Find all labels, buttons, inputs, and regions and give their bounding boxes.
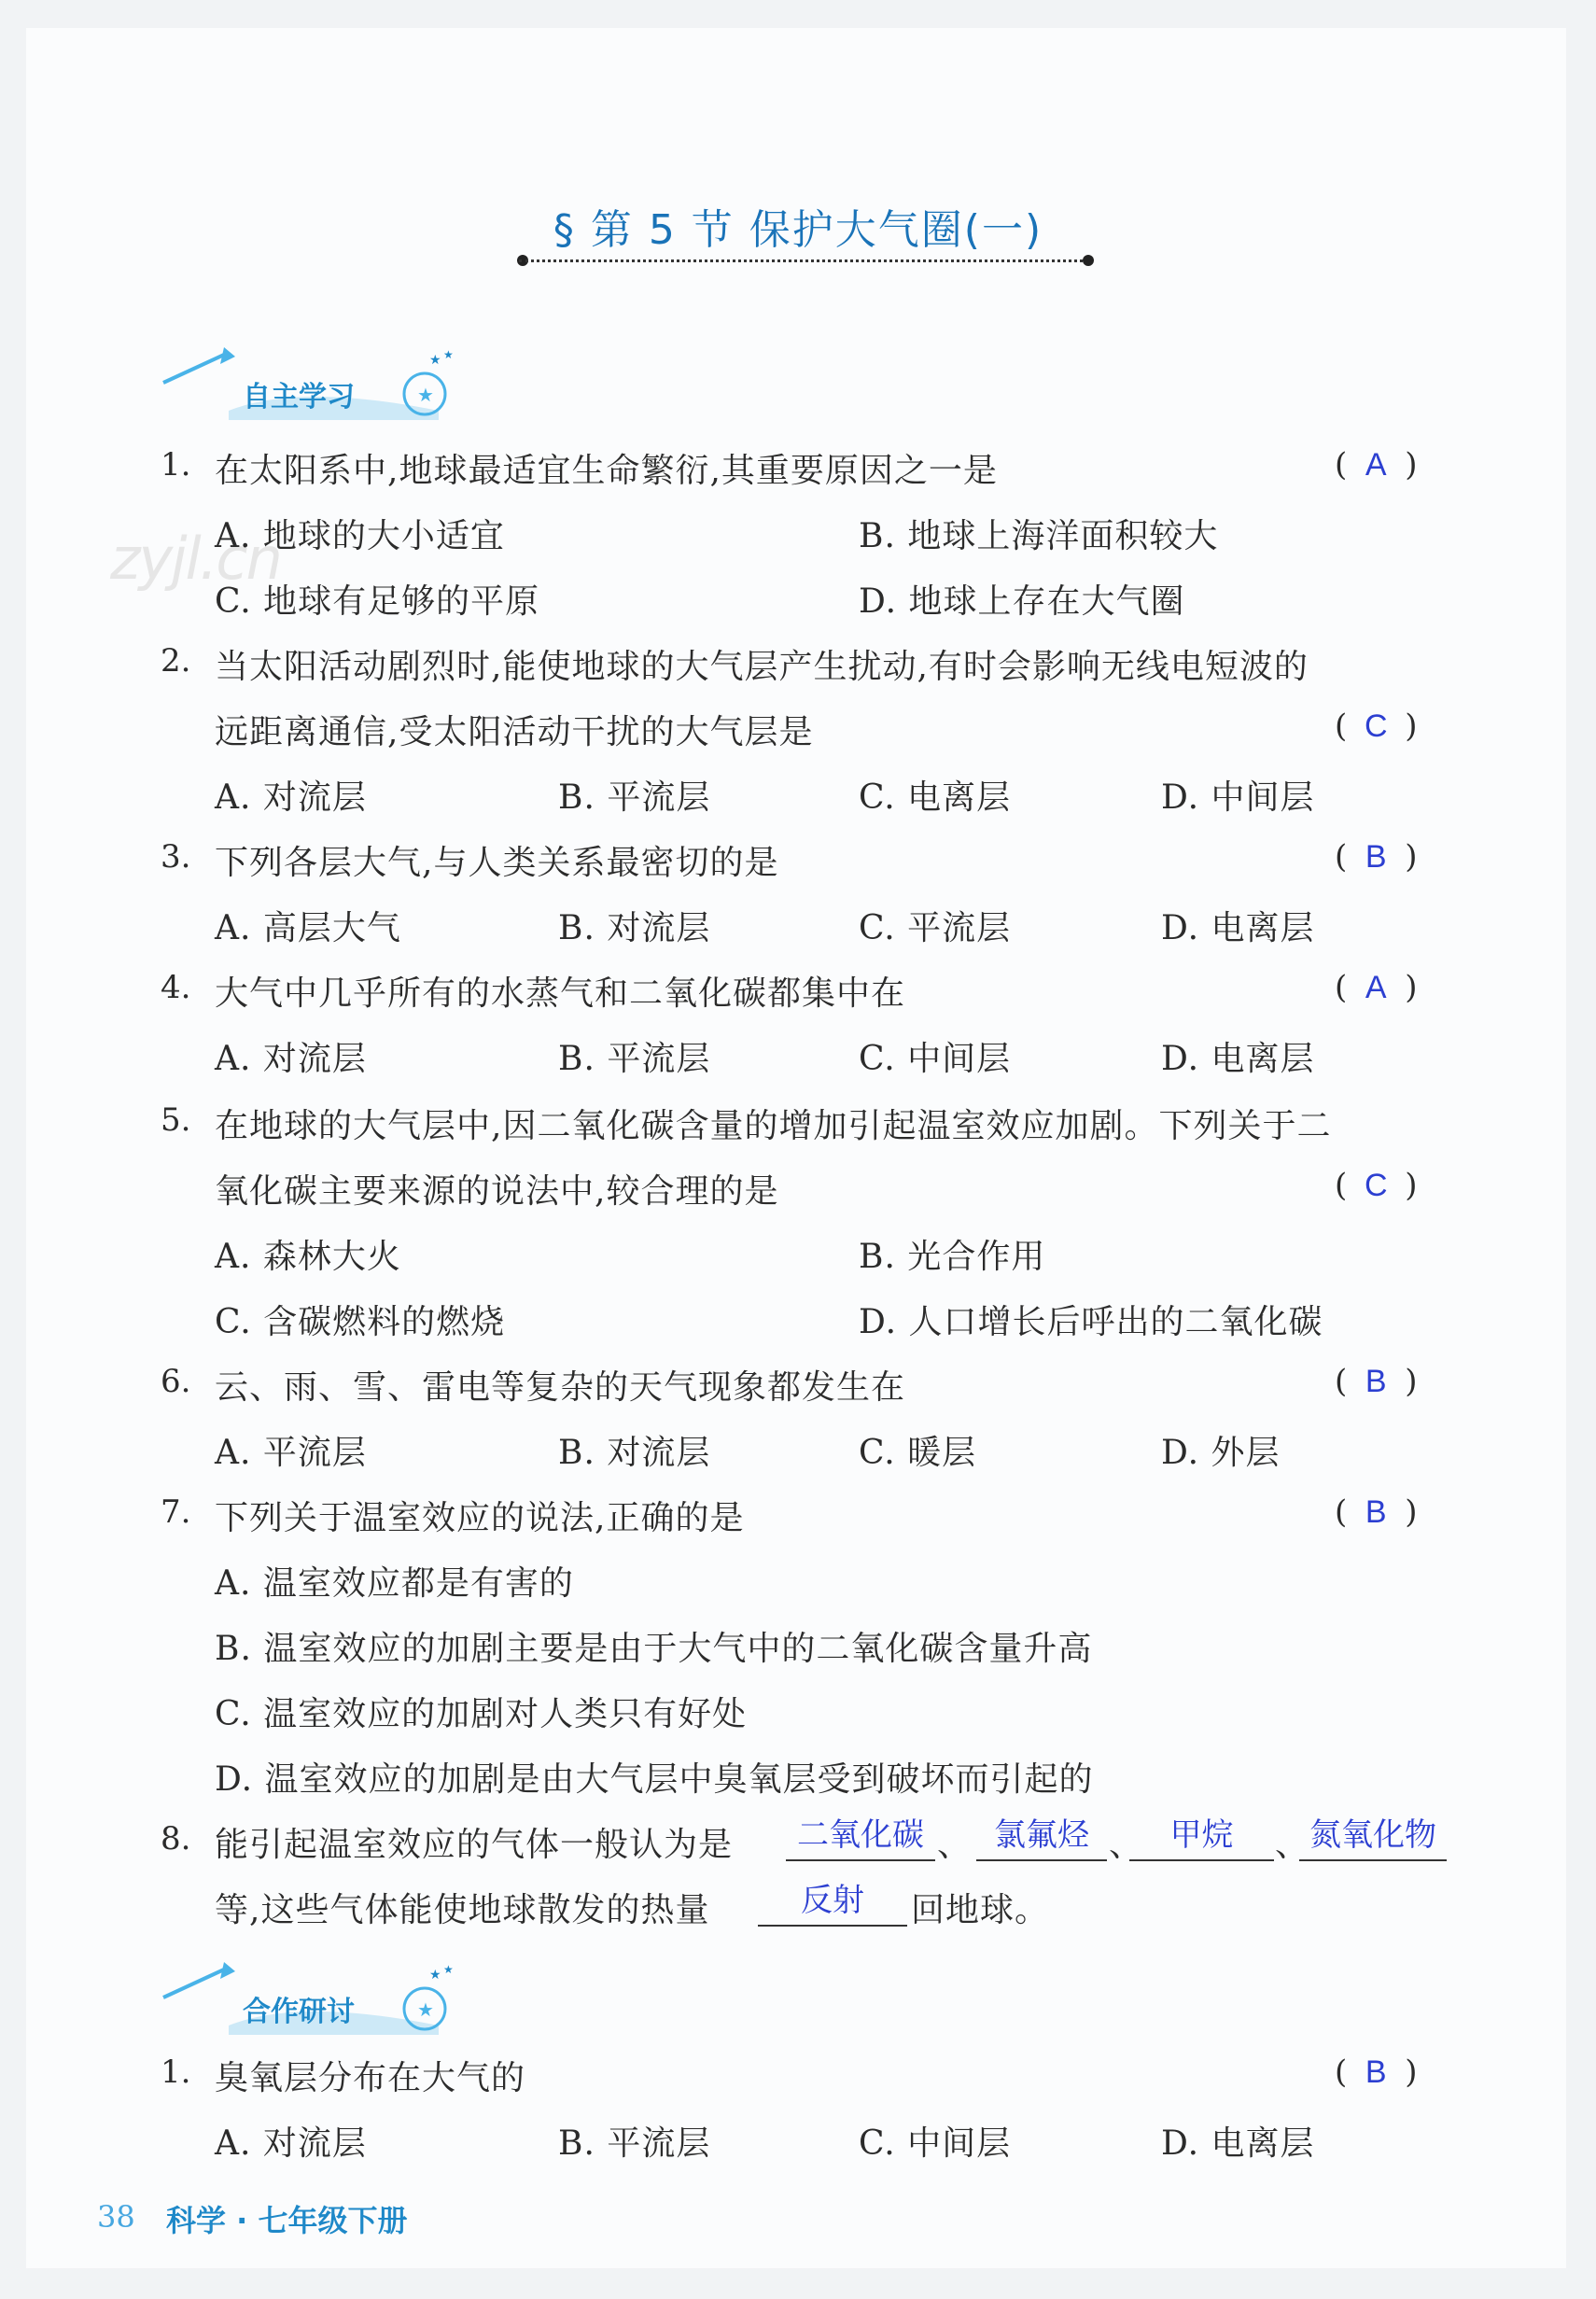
q3-option-b: B. 对流层 bbox=[558, 909, 711, 947]
q2-option-c: C. 电离层 bbox=[859, 778, 1012, 817]
title-rule bbox=[519, 259, 1088, 262]
q5-num: 5. bbox=[161, 1101, 191, 1139]
q7-num: 7. bbox=[161, 1493, 191, 1531]
q7-option-d: D. 温室效应的加剧是由大气层中臭氧层受到破坏而引起的 bbox=[215, 1760, 1094, 1799]
svg-text:★: ★ bbox=[443, 1963, 454, 1976]
q6-stem: 云、雨、雪、雷电等复杂的天气现象都发生在 bbox=[215, 1368, 906, 1407]
q5-option-d: D. 人口增长后呼出的二氧化碳 bbox=[859, 1303, 1323, 1341]
q2-stem-2: 远距离通信,受太阳活动干扰的大气层是 bbox=[215, 713, 814, 751]
q1-stem: 在太阳系中,地球最适宜生命繁衍,其重要原因之一是 bbox=[215, 452, 998, 490]
page-number: 38 bbox=[97, 2199, 135, 2235]
q8-sep-3: 、 bbox=[1275, 1826, 1310, 1864]
q6-option-d: D. 外层 bbox=[1161, 1434, 1281, 1472]
book-title: 科学 · 七年级下册 bbox=[166, 2203, 408, 2238]
q4-num: 4. bbox=[161, 969, 191, 1006]
q4-stem: 大气中几乎所有的水蒸气和二氧化碳都集中在 bbox=[215, 974, 906, 1013]
q3-option-d: D. 电离层 bbox=[1161, 909, 1315, 947]
section-label: 自主学习 bbox=[243, 381, 355, 414]
q7-option-c: C. 温室效应的加剧对人类只有好处 bbox=[215, 1695, 748, 1733]
q7-option-b: B. 温室效应的加剧主要是由于大气中的二氧化碳含量升高 bbox=[215, 1630, 1093, 1668]
q2-option-a: A. 对流层 bbox=[215, 778, 367, 817]
q2-num: 2. bbox=[161, 642, 191, 680]
q4-option-b: B. 平流层 bbox=[558, 1040, 711, 1078]
q6-option-a: A. 平流层 bbox=[215, 1434, 367, 1472]
q8-sep-2: 、 bbox=[1109, 1826, 1144, 1864]
q2-option-b: B. 平流层 bbox=[558, 778, 711, 817]
q3-option-a: A. 高层大气 bbox=[215, 909, 401, 947]
q4-option-c: C. 中间层 bbox=[859, 1040, 1012, 1078]
q8-blank-3: 甲烷 bbox=[1129, 1816, 1274, 1861]
q1-option-b: B. 地球上海洋面积较大 bbox=[859, 517, 1219, 555]
q7-stem: 下列关于温室效应的说法,正确的是 bbox=[215, 1499, 745, 1537]
q1-option-d: D. 地球上存在大气圈 bbox=[859, 582, 1185, 621]
q8-num: 8. bbox=[161, 1820, 191, 1857]
q6-answer: ( B ) bbox=[1335, 1363, 1418, 1400]
svg-text:★: ★ bbox=[429, 353, 441, 368]
q3-num: 3. bbox=[161, 838, 191, 876]
q8-blank-4: 氮氧化物 bbox=[1299, 1816, 1447, 1861]
q6-option-c: C. 暖层 bbox=[859, 1434, 977, 1472]
q5-option-c: C. 含碳燃料的燃烧 bbox=[215, 1303, 506, 1341]
q5-option-b: B. 光合作用 bbox=[859, 1238, 1046, 1276]
q3-stem: 下列各层大气,与人类关系最密切的是 bbox=[215, 844, 779, 882]
watermark: zyjl.cn bbox=[110, 525, 281, 593]
q1-num: 1. bbox=[161, 446, 191, 484]
section-badge-self-study bbox=[159, 345, 457, 429]
title-rule-dot-right bbox=[1083, 255, 1094, 266]
q7-option-a: A. 温室效应都是有害的 bbox=[215, 1564, 574, 1603]
q8-stem: 能引起温室效应的气体一般认为是 bbox=[215, 1826, 734, 1864]
section-label: 合作研讨 bbox=[243, 1996, 355, 2028]
q4-option-d: D. 电离层 bbox=[1161, 1040, 1315, 1078]
q4-option-a: A. 对流层 bbox=[215, 1040, 367, 1078]
q8-blank-2: 氯氟烃 bbox=[976, 1816, 1107, 1861]
page-title: § 第 5 节 保护大气圈(一) bbox=[553, 206, 1043, 254]
q3-option-c: C. 平流层 bbox=[859, 909, 1012, 947]
svg-text:★: ★ bbox=[443, 348, 454, 361]
section-badge-cooperation bbox=[159, 1960, 457, 2044]
q6-num: 6. bbox=[161, 1363, 191, 1400]
svg-text:★: ★ bbox=[417, 1998, 434, 2021]
q2-stem-1: 当太阳活动剧烈时,能使地球的大气层产生扰动,有时会影响无线电短波的 bbox=[215, 648, 1309, 686]
q1-option-a: A. 地球的大小适宜 bbox=[215, 517, 505, 555]
q7-answer: ( B ) bbox=[1335, 1493, 1418, 1531]
c1-stem: 臭氧层分布在大气的 bbox=[215, 2059, 526, 2097]
q4-answer: ( A ) bbox=[1335, 969, 1418, 1006]
q5-answer: ( C ) bbox=[1335, 1167, 1418, 1204]
q8-line2-post: 回地球。 bbox=[911, 1891, 1050, 1929]
c1-option-c: C. 中间层 bbox=[859, 2124, 1012, 2163]
q1-option-c: C. 地球有足够的平原 bbox=[215, 582, 540, 621]
q5-stem-1: 在地球的大气层中,因二氧化碳含量的增加引起温室效应加剧。下列关于二 bbox=[215, 1107, 1332, 1145]
q2-answer: ( C ) bbox=[1335, 708, 1418, 745]
q1-answer: ( A ) bbox=[1335, 446, 1418, 484]
c1-option-b: B. 平流层 bbox=[558, 2124, 711, 2163]
q3-answer: ( B ) bbox=[1335, 838, 1418, 876]
c1-answer: ( B ) bbox=[1335, 2054, 1418, 2091]
q8-line2-pre: 等,这些气体能使地球散发的热量 bbox=[215, 1891, 710, 1929]
q5-stem-2: 氧化碳主要来源的说法中,较合理的是 bbox=[215, 1172, 779, 1211]
q6-option-b: B. 对流层 bbox=[558, 1434, 711, 1472]
svg-text:★: ★ bbox=[417, 384, 434, 406]
q8-sep-1: 、 bbox=[937, 1826, 973, 1864]
q8-blank-1: 二氧化碳 bbox=[786, 1816, 935, 1861]
c1-option-a: A. 对流层 bbox=[215, 2124, 367, 2163]
q5-option-a: A. 森林大火 bbox=[215, 1238, 401, 1276]
svg-text:★: ★ bbox=[429, 1968, 441, 1983]
c1-num: 1. bbox=[161, 2054, 191, 2091]
c1-option-d: D. 电离层 bbox=[1161, 2124, 1315, 2163]
q8-blank-5: 反射 bbox=[758, 1882, 907, 1927]
q2-option-d: D. 中间层 bbox=[1161, 778, 1315, 817]
